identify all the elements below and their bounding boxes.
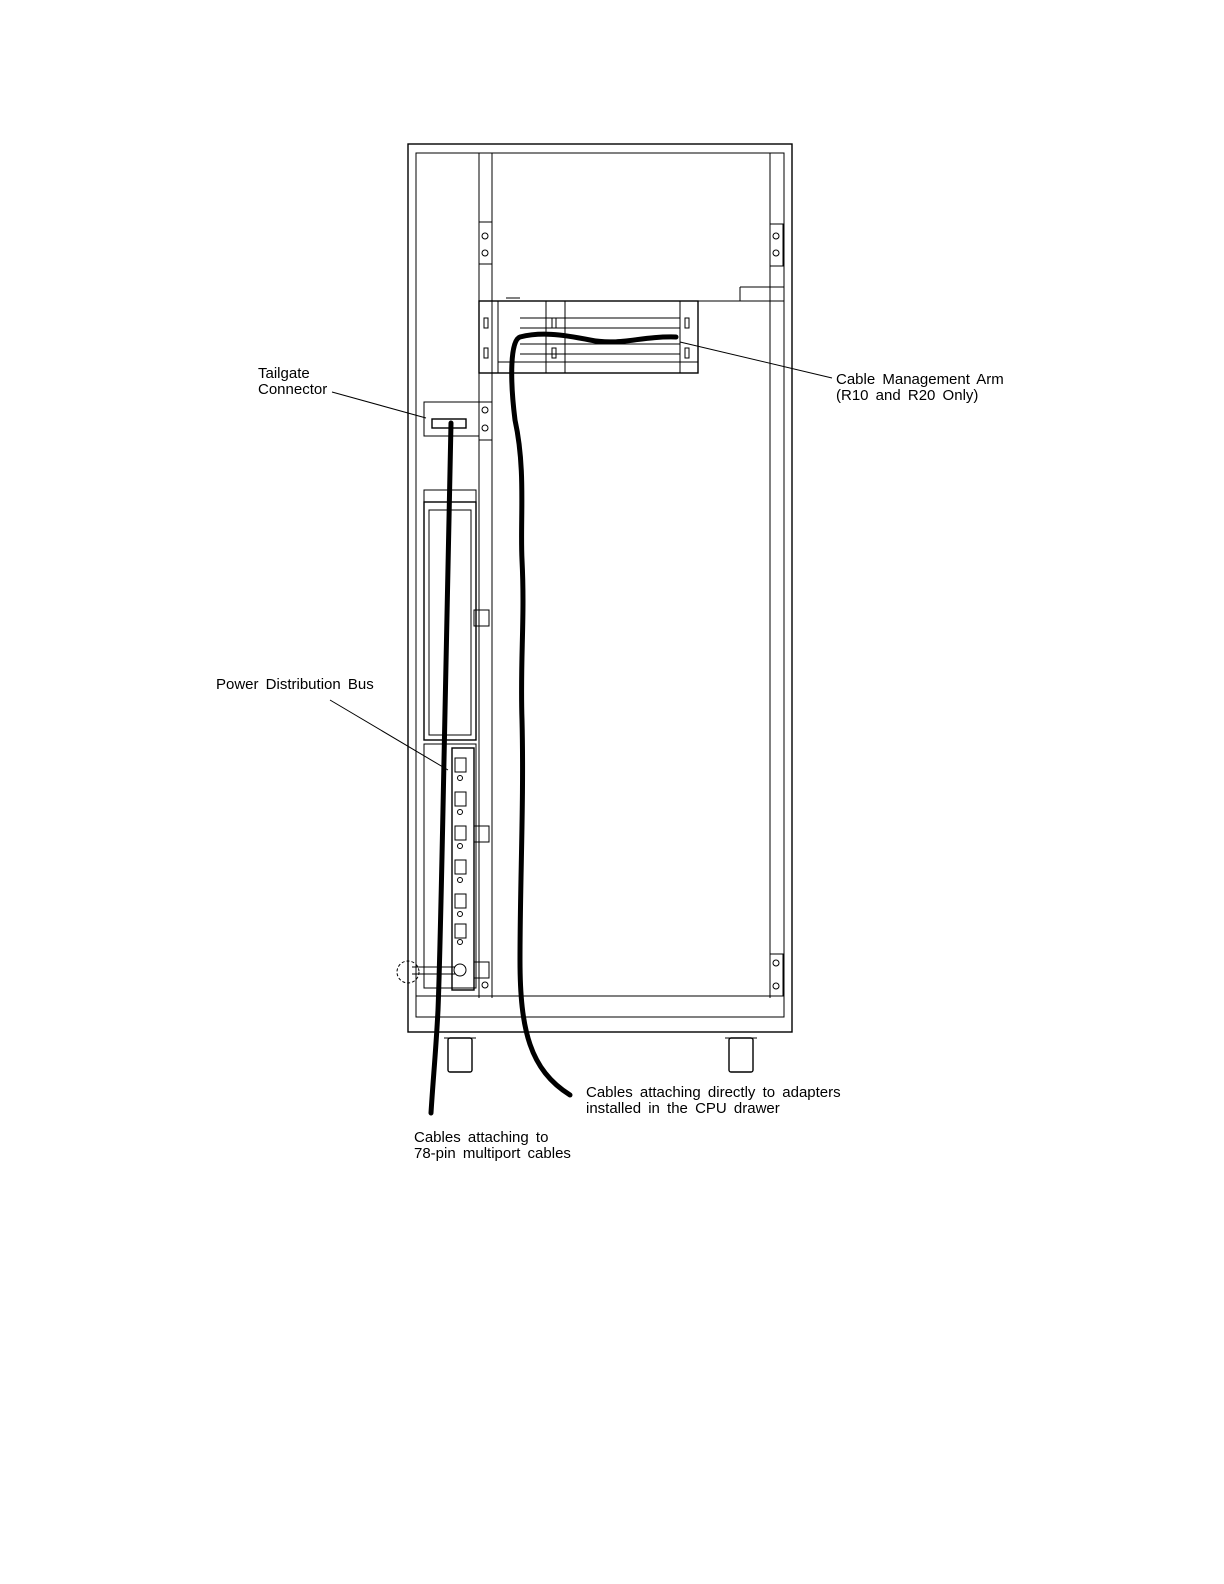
tailgate-label-line2: Connector [258, 381, 328, 398]
cpu-cables-label-line1: Cables attaching directly to adapters [586, 1084, 841, 1101]
cpu-adapter-cable [512, 334, 676, 1095]
cable-management-arm-label [836, 372, 1004, 404]
multiport-cables-label-line1: Cables attaching to [414, 1129, 549, 1146]
pdb-label-line1: Power Distribution Bus [216, 676, 374, 693]
power-distribution-bus-label [216, 677, 374, 693]
multiport-cable [431, 423, 451, 1113]
casters [444, 1038, 757, 1072]
cpu-cables-label-line2: installed in the CPU drawer [586, 1100, 780, 1117]
tailgate-label-line1: Tailgate [258, 365, 310, 382]
tailgate-label [258, 366, 327, 398]
multiport-cables-label-line2: 78-pin multiport cables [414, 1145, 571, 1162]
cpu-cables-label [586, 1085, 841, 1117]
cma-label-line1: Cable Management Arm [836, 371, 1004, 388]
multiport-cables-label [414, 1130, 571, 1162]
leader-lines [330, 342, 832, 770]
cma-label-line2: (R10 and R20 Only) [836, 387, 979, 404]
cable-management-arm [479, 287, 784, 373]
